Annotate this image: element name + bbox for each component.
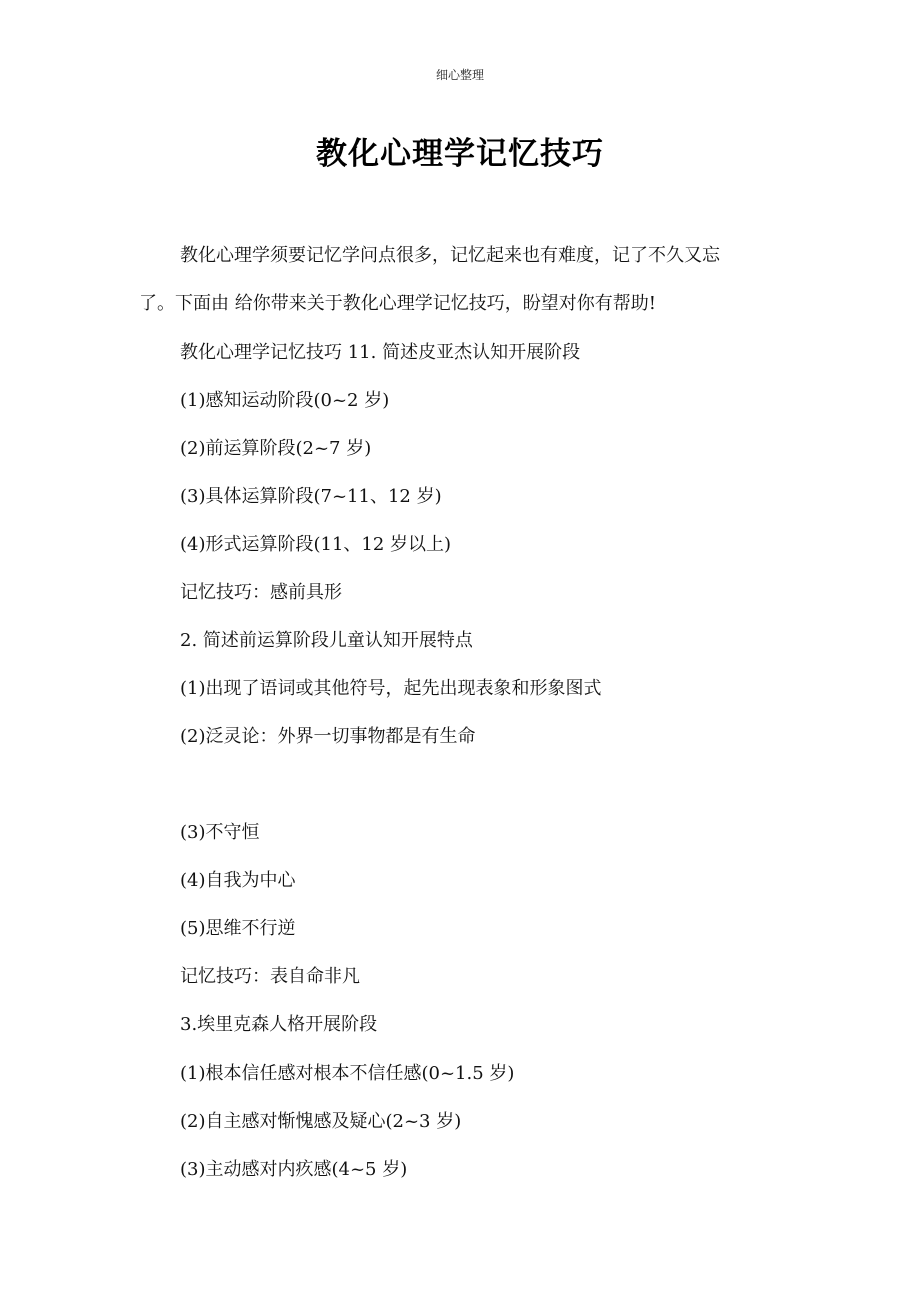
body-line: 记忆技巧：感前具形 [180,582,342,603]
body-line: (2)自主感对惭愧感及疑心(2~3 岁) [180,1111,462,1132]
body-line: (1)出现了语词或其他符号，起先出现表象和形象图式 [180,678,602,699]
body-line: (3)主动感对内疚感(4~5 岁) [180,1159,408,1180]
body-line: 记忆技巧：表自命非凡 [180,966,360,987]
body-line: 教化心理学记忆技巧 11. 简述皮亚杰认知开展阶段 [180,342,581,363]
body-line: (3)具体运算阶段(7~11、12 岁) [180,486,442,507]
body-line: (3)不守恒 [180,822,260,843]
body-line: 2. 简述前运算阶段儿童认知开展特点 [180,630,473,651]
body-line: (1)感知运动阶段(0~2 岁) [180,390,390,411]
body-line: (5)思维不行逆 [180,918,296,939]
header-note: 细心整理 [435,68,484,82]
body-line: (2)前运算阶段(2~7 岁) [180,438,372,459]
body-line: 3.埃里克森人格开展阶段 [180,1014,378,1035]
intro-line-1: 教化心理学须要记忆学问点很多，记忆起来也有难度，记了不久又忘 [180,245,720,266]
body-line: (4)自我为中心 [180,870,296,891]
body-line: (4)形式运算阶段(11、12 岁以上) [180,534,452,555]
intro-line-2: 了。下面由 给你带来关于教化心理学记忆技巧，盼望对你有帮助! [139,293,656,314]
body-line: (2)泛灵论：外界一切事物都是有生命 [180,726,476,747]
body-line: (1)根本信任感对根本不信任感(0~1.5 岁) [180,1063,515,1084]
page-title: 教化心理学记忆技巧 [316,136,604,172]
